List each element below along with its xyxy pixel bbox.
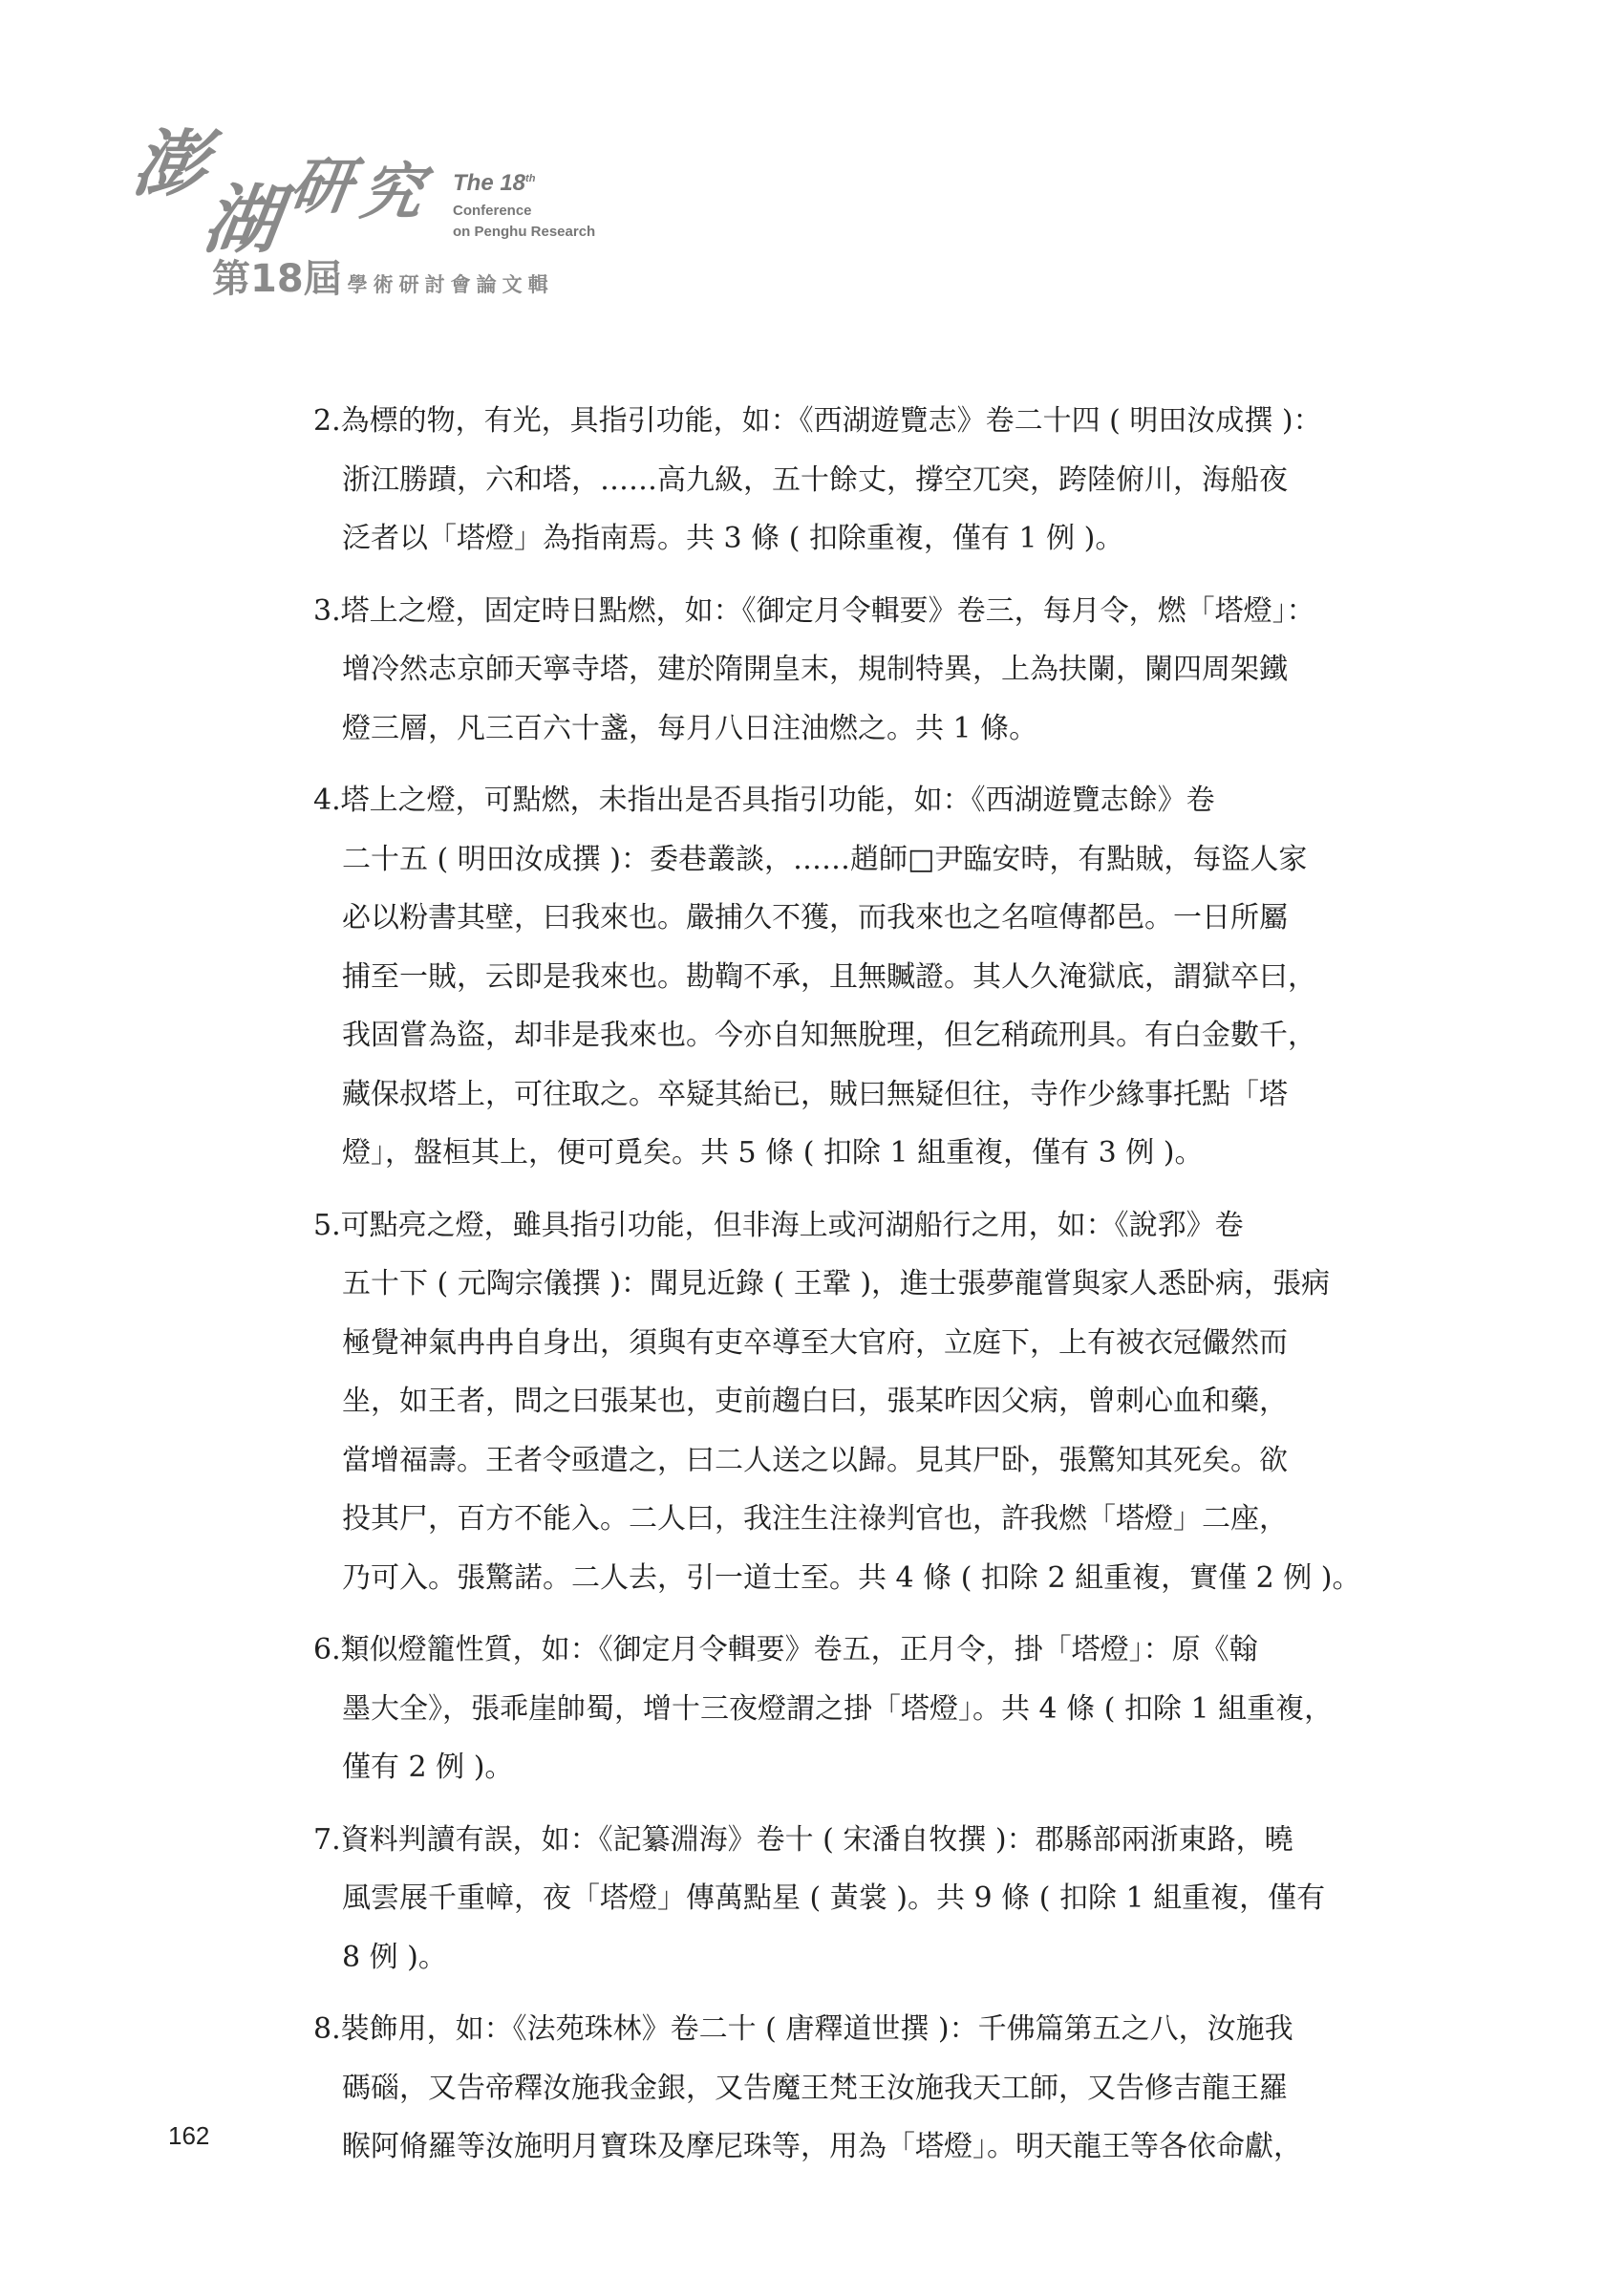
list-item-line: 風雲展千重幛，夜「塔燈」傳萬點星 ( 黃裳 )。共 9 條 ( 扣除 1 組重複，僅有 bbox=[342, 1881, 1326, 1915]
conference-edition-suffix: th bbox=[525, 173, 536, 184]
list-item-line: 坐，如王者，問之曰張某也，吏前趨白曰，張某昨因父病，曾刺心血和藥， bbox=[342, 1385, 1288, 1418]
journal-header bbox=[124, 115, 659, 306]
list-item-line: 增冷然志京師天寧寺塔，建於隋開皇末，規制特異，上為扶闌，闌四周架鐵 bbox=[342, 653, 1288, 686]
conference-edition-text: The 18 bbox=[453, 170, 526, 196]
journal-subtitle bbox=[212, 248, 554, 303]
list-item-line: 睺阿脩羅等汝施明月寶珠及摩尼珠等，用為「塔燈」。明天龍王等各依命獻， bbox=[342, 2130, 1302, 2163]
list-item bbox=[315, 2000, 1433, 2177]
list-item-first-line: 8.裝飾用，如：《法苑珠林》卷二十 ( 唐釋道世撰 )：千佛篇第五之八，汝施我 bbox=[313, 2012, 1293, 2046]
list-item-line: 當增福壽。王者令亟遣之，曰二人送之以歸。見其尸卧，張驚知其死矣。欲 bbox=[342, 1443, 1288, 1477]
proceedings-label: 學術研討會論文輯 bbox=[347, 273, 554, 296]
list-item bbox=[315, 582, 1433, 759]
list-item-first-line: 4.塔上之燈，可點燃，未指出是否具指引功能，如：《西湖遊覽志餘》卷 bbox=[313, 784, 1215, 817]
list-item-line: 捕至一賊，云即是我來也。勘鞫不承，且無贓證。其人久淹獄底，謂獄卒曰， bbox=[342, 959, 1316, 994]
conference-subject: on Penghu Research bbox=[453, 224, 596, 240]
list-item-line: 8 例 )。 bbox=[342, 1940, 447, 1974]
list-item-line: 極覺神氣冉冉自身出，須與有吏卒導至大官府，立庭下，上有被衣冠儼然而 bbox=[342, 1325, 1288, 1360]
list-item-line: 泛者以「塔燈」為指南焉。共 3 條 ( 扣除重複，僅有 1 例 )。 bbox=[342, 522, 1124, 555]
list-item-line: 藏保叔塔上，可往取之。卒疑其紿已，賊曰無疑但往，寺作少緣事托點「塔 bbox=[342, 1077, 1288, 1111]
list-item bbox=[315, 1196, 1433, 1608]
edition-label: 第18屆 bbox=[212, 257, 342, 301]
list-item-first-line: 7.資料判讀有誤，如：《記纂淵海》卷十 ( 宋潘自牧撰 )：郡縣部兩浙東路，曉 bbox=[313, 1822, 1293, 1857]
header-title-char: 澎 bbox=[127, 121, 213, 206]
page-number: 162 bbox=[168, 2121, 210, 2150]
list-item-line: 墨大全》，張乖崖帥蜀，增十三夜燈謂之掛「塔燈」。共 4 條 ( 扣除 1 組重複， bbox=[342, 1691, 1334, 1726]
list-item-line: 僅有 2 例 )。 bbox=[342, 1751, 514, 1784]
list-item-first-line: 6.類似燈籠性質，如：《御定月令輯要》卷五，正月令，掛「塔燈」：原《翰 bbox=[313, 1633, 1258, 1666]
list-item-line: 投其尸，百方不能入。二人曰，我注生注祿判官也，許我燃「塔燈」二座， bbox=[342, 1502, 1288, 1536]
list-item bbox=[315, 1811, 1433, 1988]
list-item-line: 二十五 ( 明田汝成撰 )：委巷叢談，……趙師□尹臨安時，有點賊，每盜人家 bbox=[342, 842, 1308, 876]
list-item-line: 乃可入。張驚諾。二人去，引一道士至。共 4 條 ( 扣除 2 組重複，實僅 2 例 )。 bbox=[342, 1560, 1361, 1595]
list-item-first-line: 3.塔上之燈，固定時日點燃，如：《御定月令輯要》卷三，每月令，燃「塔燈」： bbox=[313, 593, 1315, 628]
list-item-line: 我固嘗為盜，却非是我來也。今亦自知無脫理，但乞稍疏刑具。有白金數千， bbox=[342, 1019, 1316, 1052]
list-item-line: 必以粉書其壁，曰我來也。嚴捕久不獲，而我來也之名喧傳都邑。一日所屬 bbox=[342, 901, 1288, 935]
conference-label: Conference bbox=[453, 203, 532, 219]
list-item-line: 燈三層，凡三百六十盞，每月八日注油燃之。共 1 條。 bbox=[342, 711, 1038, 745]
conference-edition bbox=[453, 170, 535, 197]
main-text bbox=[315, 392, 1433, 2190]
list-item bbox=[315, 771, 1433, 1183]
list-item bbox=[315, 1621, 1433, 1797]
header-title-char: 究 bbox=[355, 157, 428, 228]
list-item-line: 碼碯，又告帝釋汝施我金銀，又告魔王梵王汝施我天工師，又告修吉龍王羅 bbox=[342, 2071, 1288, 2105]
header-title-char: 研 bbox=[285, 151, 357, 223]
header-title-char: 湖 bbox=[198, 177, 286, 264]
list-item-line: 五十下 ( 元陶宗儀撰 )：聞見近錄 ( 王鞏 )，進士張夢龍嘗與家人悉卧病，張病 bbox=[342, 1267, 1331, 1300]
list-item bbox=[315, 392, 1433, 569]
list-item-line: 燈」，盤桓其上，便可覓矣。共 5 條 ( 扣除 1 組重複，僅有 3 例 )。 bbox=[342, 1136, 1204, 1170]
list-item-first-line: 5.可點亮之燈，雖具指引功能，但非海上或河湖船行之用，如：《說郛》卷 bbox=[313, 1208, 1244, 1242]
list-item-first-line: 2.為標的物，有光，具指引功能，如：《西湖遊覽志》卷二十四 ( 明田汝成撰 )： bbox=[313, 404, 1322, 438]
list-item-line: 浙江勝蹟，六和塔，……高九級，五十餘丈，撐空兀突，跨陸俯川，海船夜 bbox=[342, 462, 1288, 497]
